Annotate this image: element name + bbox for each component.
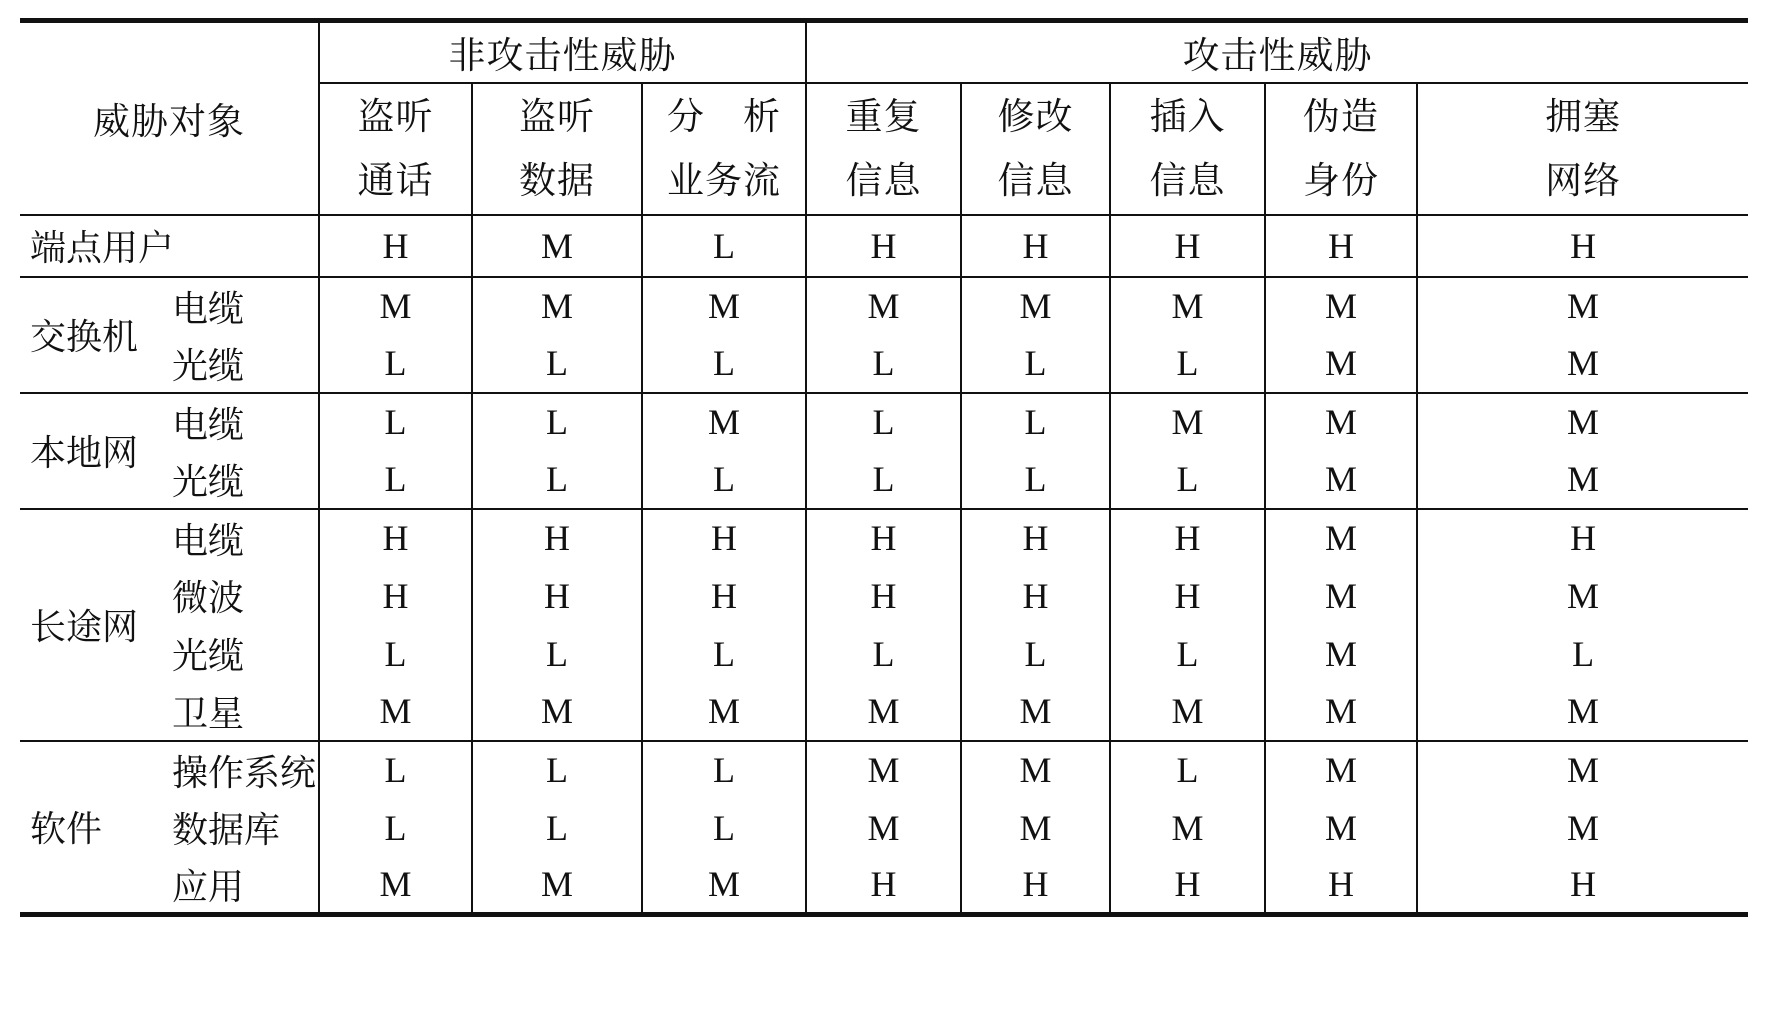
column-header-line2: 业务流 (667, 158, 782, 202)
threat-level-cell: M (1265, 277, 1417, 335)
sub-label: 卫星 (162, 683, 319, 741)
sub-label: 操作系统 (172, 752, 317, 794)
column-header-line2: 信息 (1149, 158, 1226, 202)
threat-level-cell: L (472, 741, 642, 799)
threat-level-cell: H (1110, 509, 1265, 567)
threat-level-cell: M (642, 683, 806, 741)
threat-level-cell: M (1417, 799, 1748, 857)
threat-level-cell: M (961, 741, 1110, 799)
threat-level-cell: M (1417, 741, 1748, 799)
sub-label: 光缆 (172, 636, 245, 677)
threat-level-cell: M (1417, 567, 1748, 625)
column-header-line2: 网络 (1545, 158, 1622, 202)
threat-level-cell: M (1265, 335, 1417, 393)
threat-level-cell: M (806, 799, 961, 857)
threat-level-cell: L (961, 451, 1110, 509)
threat-level-cell: H (961, 857, 1110, 915)
threat-level-cell: L (806, 335, 961, 393)
threat-level-cell: H (1417, 509, 1748, 567)
threat-level-cell: M (1265, 509, 1417, 567)
threat-level-cell: H (806, 567, 961, 625)
threat-level-cell: L (961, 335, 1110, 393)
threat-level-cell: M (472, 215, 642, 277)
sub-label: 数据库 (172, 810, 281, 851)
threat-level-cell: H (961, 567, 1110, 625)
column-header-line1: 插入 (1149, 94, 1226, 138)
column-header (961, 83, 1110, 215)
threat-level-cell: L (472, 451, 642, 509)
table-row-longdistance-satellite (20, 683, 1748, 741)
column-header-line2: 信息 (997, 158, 1074, 202)
column-header-line1: 伪造 (1303, 94, 1380, 138)
row-label-endpoint: 端点用户 (20, 215, 319, 277)
threat-level-cell: M (1265, 799, 1417, 857)
column-header-line1: 拥塞 (1545, 94, 1622, 138)
threat-level-cell: L (319, 451, 472, 509)
table-row-lan-cable (20, 393, 1748, 451)
threat-level-cell: M (472, 857, 642, 915)
threat-level-cell: L (642, 799, 806, 857)
group-label-switch: 交换机 (20, 277, 162, 393)
column-header (1417, 83, 1748, 215)
column-header-line1: 盗听 (519, 94, 595, 138)
threat-level-cell: M (806, 277, 961, 335)
threat-level-cell: L (472, 393, 642, 451)
threat-level-cell: H (1265, 857, 1417, 915)
threat-level-cell: M (961, 799, 1110, 857)
sub-label: 电缆 (172, 520, 245, 562)
column-header-line2: 信息 (845, 158, 922, 202)
threat-level-cell: L (1110, 625, 1265, 683)
table-row-longdistance-cable (20, 509, 1748, 567)
threat-level-cell: L (806, 393, 961, 451)
threat-level-cell: L (472, 335, 642, 393)
threat-level-cell: M (961, 683, 1110, 741)
threat-level-cell: M (961, 277, 1110, 335)
threat-level-cell: M (806, 683, 961, 741)
threat-level-cell: M (1417, 277, 1748, 335)
threat-level-cell: H (1265, 215, 1417, 277)
column-header-line1: 分 析 (667, 94, 782, 138)
threat-level-cell: H (1110, 215, 1265, 277)
threat-level-cell: H (1110, 857, 1265, 915)
threat-level-cell: M (1265, 451, 1417, 509)
threat-level-cell: M (1417, 393, 1748, 451)
threat-level-cell: H (642, 509, 806, 567)
column-header-line2: 通话 (357, 158, 434, 202)
threat-level-cell: M (472, 683, 642, 741)
sub-label: 微波 (172, 578, 245, 619)
threat-matrix-container (20, 18, 1748, 917)
threat-level-cell: L (961, 393, 1110, 451)
column-header (806, 83, 961, 215)
threat-level-cell: L (642, 451, 806, 509)
threat-level-cell: L (319, 625, 472, 683)
threat-level-cell: H (319, 567, 472, 625)
threat-level-cell: H (1417, 215, 1748, 277)
table-row-software-db (20, 799, 1748, 857)
column-header-line2: 身份 (1303, 158, 1380, 202)
threat-level-cell: L (319, 393, 472, 451)
table-row-software-os (20, 741, 1748, 799)
group-label-longdistance: 长途网 (20, 509, 162, 741)
threat-level-cell: H (319, 215, 472, 277)
non-attack-group-header: 非攻击性威胁 (319, 21, 806, 83)
sub-label: 电缆 (172, 288, 245, 330)
sub-label: 光缆 (162, 451, 319, 509)
threat-level-cell: L (961, 625, 1110, 683)
threat-target-header: 威胁对象 (20, 21, 319, 215)
threat-level-cell: L (806, 451, 961, 509)
threat-level-cell: L (642, 625, 806, 683)
threat-level-cell: L (806, 625, 961, 683)
threat-level-cell: H (961, 215, 1110, 277)
threat-level-cell: M (1417, 335, 1748, 393)
column-header-line1: 修改 (997, 94, 1074, 138)
sub-label: 应用 (172, 866, 245, 908)
threat-level-cell: M (1110, 799, 1265, 857)
column-header (1110, 83, 1265, 215)
table-row-switch-cable (20, 277, 1748, 335)
threat-level-cell: L (642, 741, 806, 799)
threat-level-cell: M (319, 857, 472, 915)
threat-level-cell: M (1265, 741, 1417, 799)
header-row-groups (20, 21, 1748, 83)
group-label-software: 软件 (30, 809, 103, 851)
threat-level-cell: L (472, 625, 642, 683)
threat-level-cell: M (319, 683, 472, 741)
table-row-software-app (20, 857, 1748, 915)
threat-level-cell: L (1417, 625, 1748, 683)
threat-level-cell: L (1110, 741, 1265, 799)
sub-label: 光缆 (162, 335, 319, 393)
threat-level-cell: H (472, 509, 642, 567)
column-header (472, 83, 642, 215)
threat-level-cell: H (472, 567, 642, 625)
threat-level-cell: M (642, 277, 806, 335)
threat-level-cell: M (1265, 567, 1417, 625)
threat-level-cell: L (319, 741, 472, 799)
threat-level-cell: H (806, 215, 961, 277)
threat-level-cell: H (806, 857, 961, 915)
sub-label: 电缆 (172, 404, 245, 446)
attack-group-header: 攻击性威胁 (806, 21, 1748, 83)
threat-level-cell: L (472, 799, 642, 857)
table-row-longdistance-microwave (20, 567, 1748, 625)
table-row-switch-fiber (20, 335, 1748, 393)
column-header-line1: 重复 (845, 94, 922, 138)
threat-level-cell: L (319, 335, 472, 393)
threat-level-cell: H (1110, 567, 1265, 625)
threat-matrix-table (20, 18, 1748, 917)
threat-level-cell: M (1417, 451, 1748, 509)
threat-level-cell: M (472, 277, 642, 335)
threat-level-cell: H (1417, 857, 1748, 915)
column-header-line1: 盗听 (357, 94, 434, 138)
threat-level-cell: H (319, 509, 472, 567)
threat-level-cell: M (1265, 393, 1417, 451)
column-header (1265, 83, 1417, 215)
threat-level-cell: L (642, 215, 806, 277)
threat-level-cell: M (1110, 393, 1265, 451)
table-row-longdistance-fiber (20, 625, 1748, 683)
threat-level-cell: L (1110, 451, 1265, 509)
threat-level-cell: H (642, 567, 806, 625)
threat-level-cell: M (1110, 277, 1265, 335)
threat-level-cell: L (642, 335, 806, 393)
threat-level-cell: M (1265, 683, 1417, 741)
threat-level-cell: M (806, 741, 961, 799)
threat-level-cell: M (1265, 625, 1417, 683)
threat-level-cell: M (1110, 683, 1265, 741)
column-header (319, 83, 472, 215)
threat-level-cell: H (961, 509, 1110, 567)
table-row-endpoint (20, 215, 1748, 277)
threat-level-cell: L (319, 799, 472, 857)
column-header (642, 83, 806, 215)
group-label-lan: 本地网 (20, 393, 162, 509)
threat-level-cell: L (1110, 335, 1265, 393)
column-header-line2: 数据 (519, 158, 595, 202)
threat-level-cell: M (642, 857, 806, 915)
threat-level-cell: M (642, 393, 806, 451)
table-row-lan-fiber (20, 451, 1748, 509)
threat-level-cell: M (319, 277, 472, 335)
threat-level-cell: M (1417, 683, 1748, 741)
threat-level-cell: H (806, 509, 961, 567)
